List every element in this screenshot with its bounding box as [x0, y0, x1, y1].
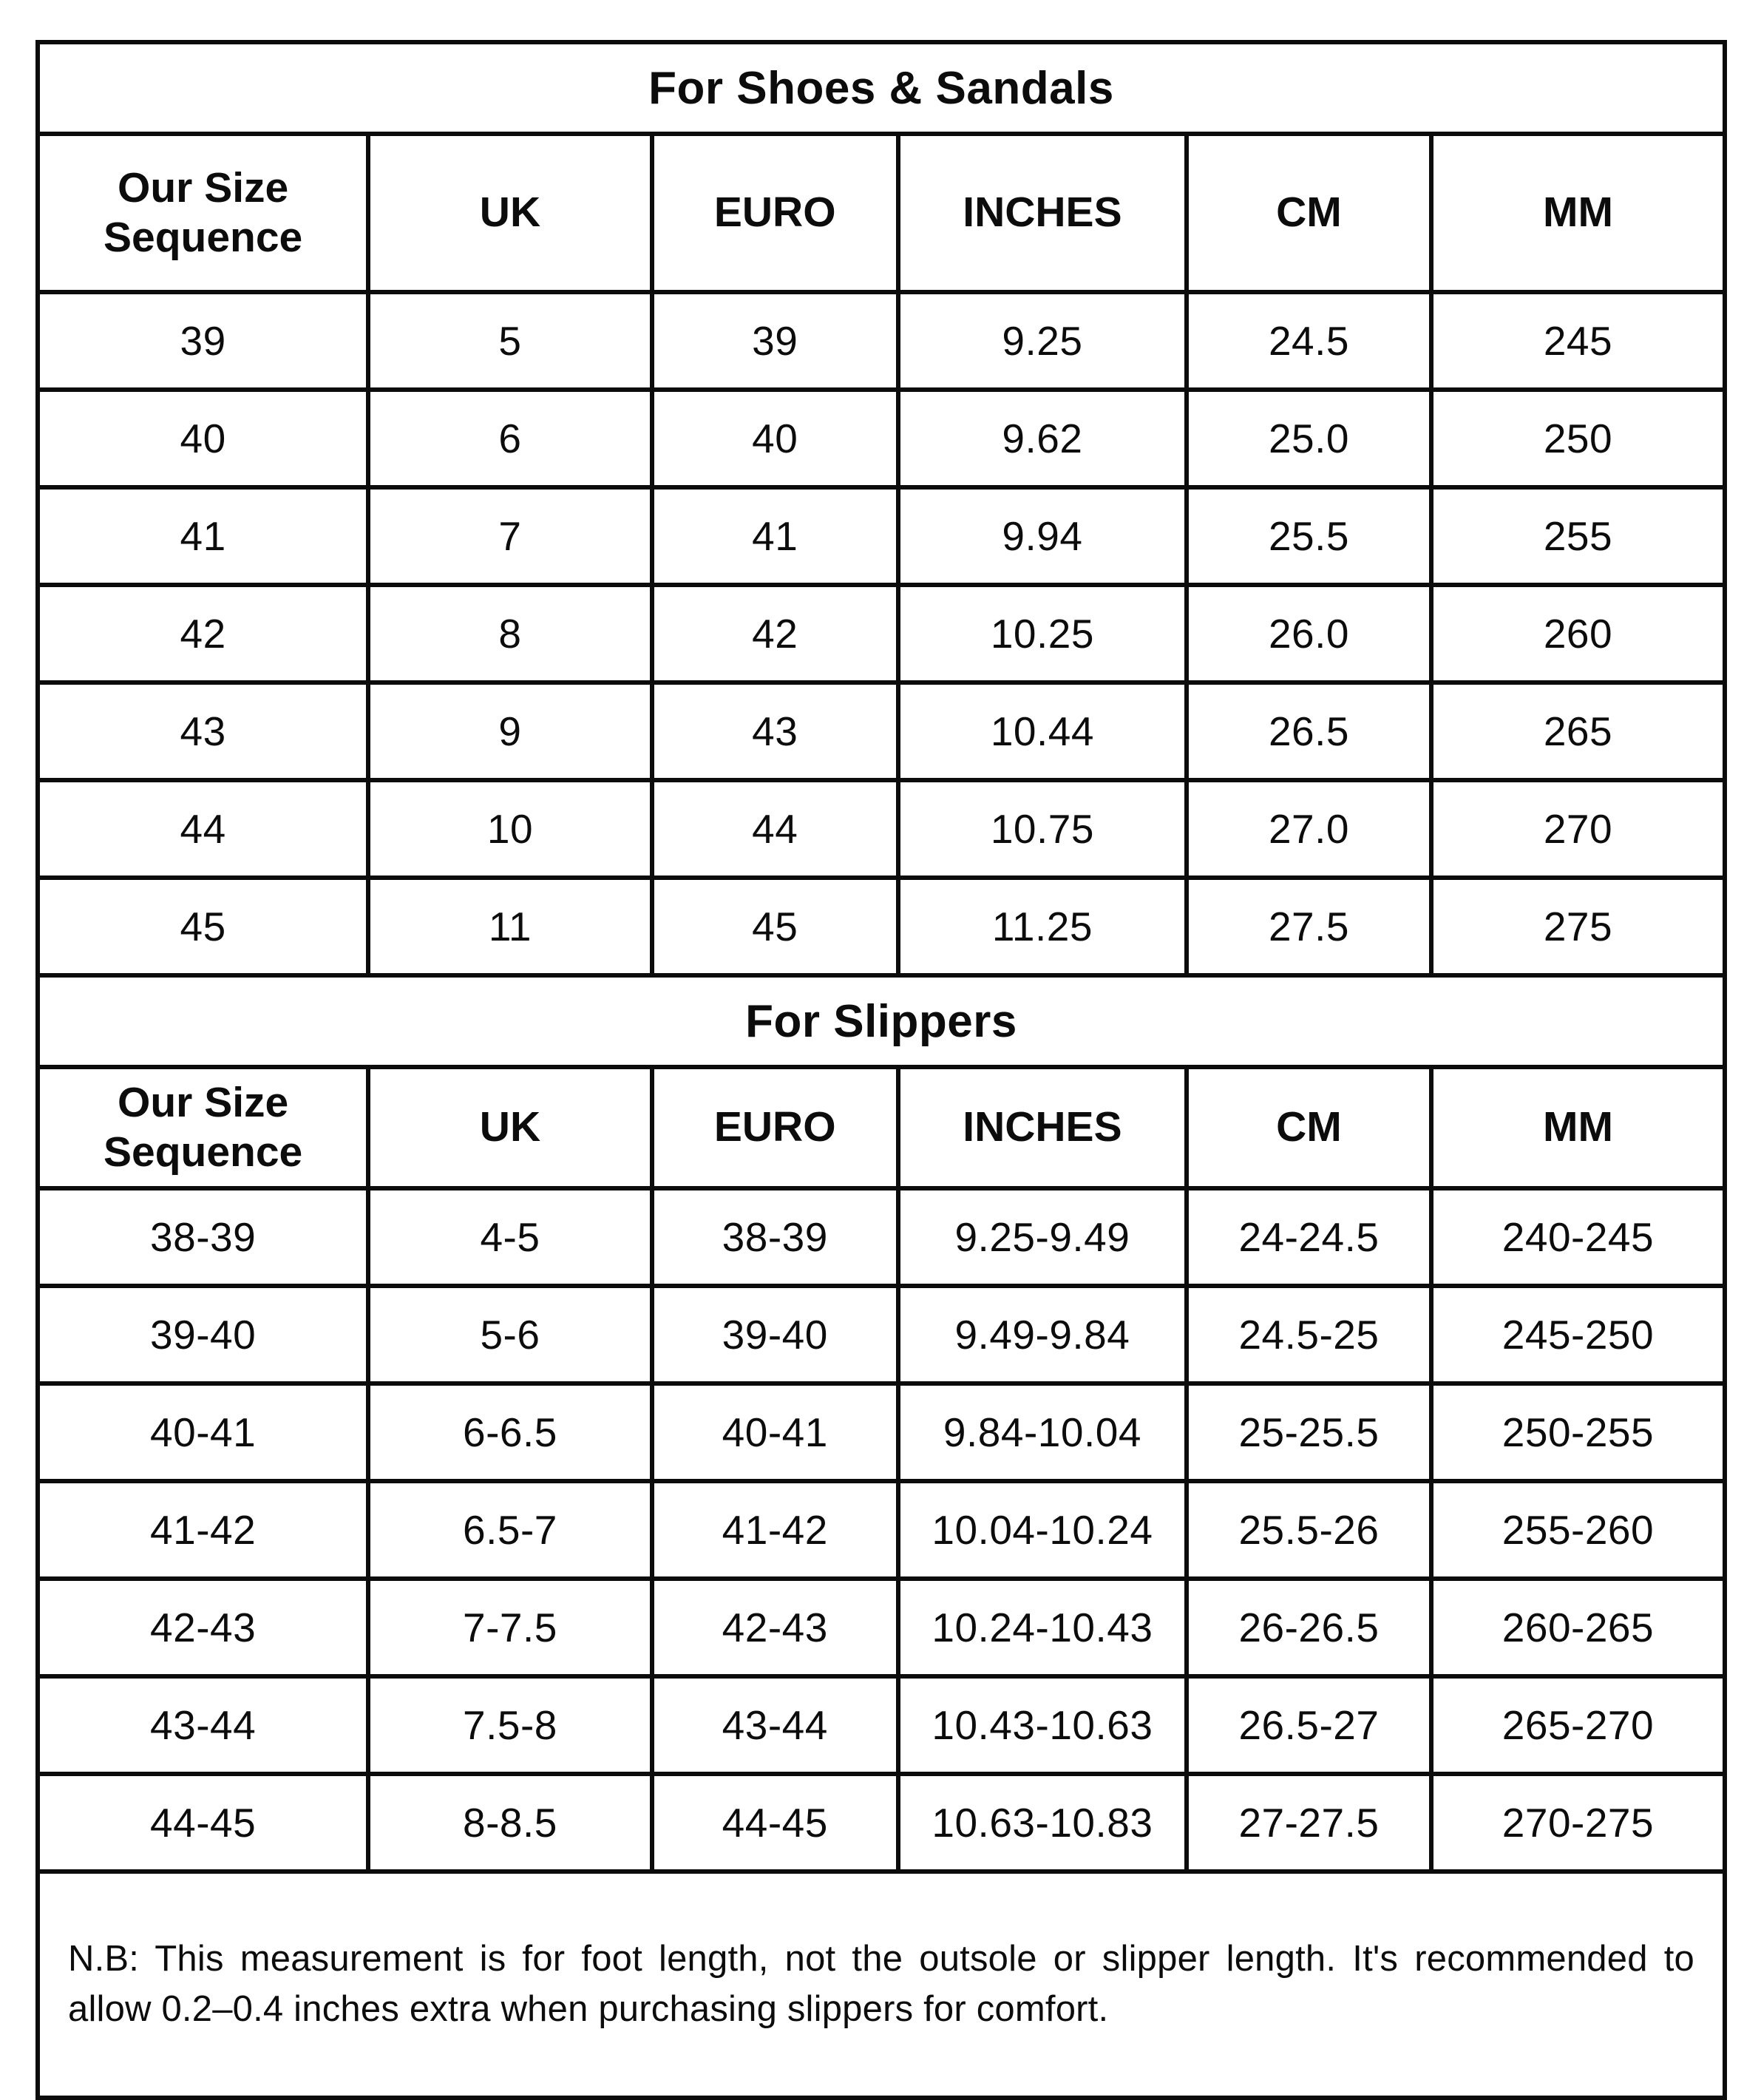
table-cell: 44-45: [652, 1774, 898, 1872]
table-cell: 40-41: [38, 1383, 368, 1481]
table-cell: 11.25: [898, 878, 1187, 975]
table-cell: 275: [1431, 878, 1725, 975]
table-cell: 245: [1431, 292, 1725, 390]
table-cell: 6.5-7: [368, 1481, 651, 1579]
column-header: EURO: [652, 134, 898, 292]
table-cell: 10.75: [898, 780, 1187, 878]
table-cell: 43: [38, 682, 368, 780]
table-cell: 26.5-27: [1187, 1676, 1431, 1774]
column-header: Our Size Sequence: [38, 1067, 368, 1188]
column-header: UK: [368, 134, 651, 292]
table-cell: 24-24.5: [1187, 1188, 1431, 1286]
table-cell: 40: [652, 390, 898, 487]
table-cell: 250-255: [1431, 1383, 1725, 1481]
column-header: UK: [368, 1067, 651, 1188]
table-cell: 6: [368, 390, 651, 487]
table-cell: 5-6: [368, 1286, 651, 1383]
table-cell: 270: [1431, 780, 1725, 878]
slippers-table-body: [38, 1188, 1725, 1872]
table-cell: 9.25: [898, 292, 1187, 390]
table-cell: 4-5: [368, 1188, 651, 1286]
table-cell: 39-40: [652, 1286, 898, 1383]
column-header: MM: [1431, 134, 1725, 292]
table-cell: 7.5-8: [368, 1676, 651, 1774]
table-row: [38, 1579, 1725, 1676]
table-cell: 7-7.5: [368, 1579, 651, 1676]
table-cell: 39: [652, 292, 898, 390]
note-text: N.B: This measurement is for foot length, not the outsole or slipper length. It's recommended to allow 0.2–0.4 inches extra when purchasing slippers for comfort.: [38, 1872, 1725, 2098]
table-cell: 42-43: [38, 1579, 368, 1676]
table-cell: 43: [652, 682, 898, 780]
table-cell: 42: [38, 585, 368, 682]
table-cell: 6-6.5: [368, 1383, 651, 1481]
table-cell: 41: [38, 487, 368, 585]
table-cell: 44: [652, 780, 898, 878]
size-chart-table: [35, 40, 1727, 2100]
table-row: [38, 390, 1725, 487]
table-cell: 25.5-26: [1187, 1481, 1431, 1579]
table-row: [38, 1383, 1725, 1481]
note-row: [38, 1872, 1725, 2098]
table-cell: 25.0: [1187, 390, 1431, 487]
table-cell: 9.49-9.84: [898, 1286, 1187, 1383]
column-header: EURO: [652, 1067, 898, 1188]
table-cell: 265-270: [1431, 1676, 1725, 1774]
table-cell: 41-42: [38, 1481, 368, 1579]
table-cell: 24.5-25: [1187, 1286, 1431, 1383]
table-cell: 38-39: [38, 1188, 368, 1286]
slippers-section-head: [38, 975, 1725, 1188]
slippers-header-row: [38, 1067, 1725, 1188]
table-cell: 7: [368, 487, 651, 585]
table-cell: 9.25-9.49: [898, 1188, 1187, 1286]
table-cell: 44: [38, 780, 368, 878]
table-cell: 10.25: [898, 585, 1187, 682]
table-cell: 265: [1431, 682, 1725, 780]
table-cell: 27-27.5: [1187, 1774, 1431, 1872]
table-cell: 42: [652, 585, 898, 682]
table-cell: 45: [38, 878, 368, 975]
table-cell: 8-8.5: [368, 1774, 651, 1872]
table-cell: 9.84-10.04: [898, 1383, 1187, 1481]
table-cell: 260-265: [1431, 1579, 1725, 1676]
table-row: [38, 1481, 1725, 1579]
table-row: [38, 1286, 1725, 1383]
note-section: [38, 1872, 1725, 2098]
table-cell: 11: [368, 878, 651, 975]
table-cell: 42-43: [652, 1579, 898, 1676]
shoes-header-row: [38, 134, 1725, 292]
table-row: [38, 682, 1725, 780]
table-cell: 25.5: [1187, 487, 1431, 585]
table-cell: 8: [368, 585, 651, 682]
slippers-title-row: [38, 975, 1725, 1067]
table-cell: 39-40: [38, 1286, 368, 1383]
shoes-section-head: [38, 42, 1725, 292]
table-row: [38, 1676, 1725, 1774]
shoes-table-body: [38, 292, 1725, 975]
slippers-section-title: For Slippers: [38, 975, 1725, 1067]
table-row: [38, 487, 1725, 585]
table-cell: 260: [1431, 585, 1725, 682]
table-cell: 27.5: [1187, 878, 1431, 975]
column-header: MM: [1431, 1067, 1725, 1188]
table-cell: 24.5: [1187, 292, 1431, 390]
table-cell: 10.24-10.43: [898, 1579, 1187, 1676]
column-header: INCHES: [898, 134, 1187, 292]
table-cell: 41-42: [652, 1481, 898, 1579]
table-cell: 44-45: [38, 1774, 368, 1872]
column-header: CM: [1187, 1067, 1431, 1188]
table-cell: 10.43-10.63: [898, 1676, 1187, 1774]
table-row: [38, 585, 1725, 682]
table-cell: 38-39: [652, 1188, 898, 1286]
table-cell: 245-250: [1431, 1286, 1725, 1383]
shoes-title-row: [38, 42, 1725, 134]
column-header: INCHES: [898, 1067, 1187, 1188]
table-cell: 9.62: [898, 390, 1187, 487]
table-cell: 40: [38, 390, 368, 487]
table-cell: 27.0: [1187, 780, 1431, 878]
table-cell: 10.63-10.83: [898, 1774, 1187, 1872]
table-cell: 9.94: [898, 487, 1187, 585]
table-cell: 26.0: [1187, 585, 1431, 682]
table-cell: 39: [38, 292, 368, 390]
table-cell: 255: [1431, 487, 1725, 585]
table-row: [38, 780, 1725, 878]
column-header: Our Size Sequence: [38, 134, 368, 292]
table-cell: 45: [652, 878, 898, 975]
table-cell: 10: [368, 780, 651, 878]
table-cell: 250: [1431, 390, 1725, 487]
table-cell: 9: [368, 682, 651, 780]
table-cell: 26-26.5: [1187, 1579, 1431, 1676]
table-cell: 43-44: [652, 1676, 898, 1774]
size-chart-page: [35, 40, 1727, 2100]
table-cell: 240-245: [1431, 1188, 1725, 1286]
table-row: [38, 1774, 1725, 1872]
table-row: [38, 1188, 1725, 1286]
table-cell: 10.04-10.24: [898, 1481, 1187, 1579]
table-cell: 43-44: [38, 1676, 368, 1774]
table-cell: 255-260: [1431, 1481, 1725, 1579]
table-row: [38, 292, 1725, 390]
shoes-section-title: For Shoes & Sandals: [38, 42, 1725, 134]
table-row: [38, 878, 1725, 975]
table-cell: 5: [368, 292, 651, 390]
table-cell: 41: [652, 487, 898, 585]
table-cell: 270-275: [1431, 1774, 1725, 1872]
table-cell: 40-41: [652, 1383, 898, 1481]
table-cell: 25-25.5: [1187, 1383, 1431, 1481]
table-cell: 26.5: [1187, 682, 1431, 780]
column-header: CM: [1187, 134, 1431, 292]
table-cell: 10.44: [898, 682, 1187, 780]
